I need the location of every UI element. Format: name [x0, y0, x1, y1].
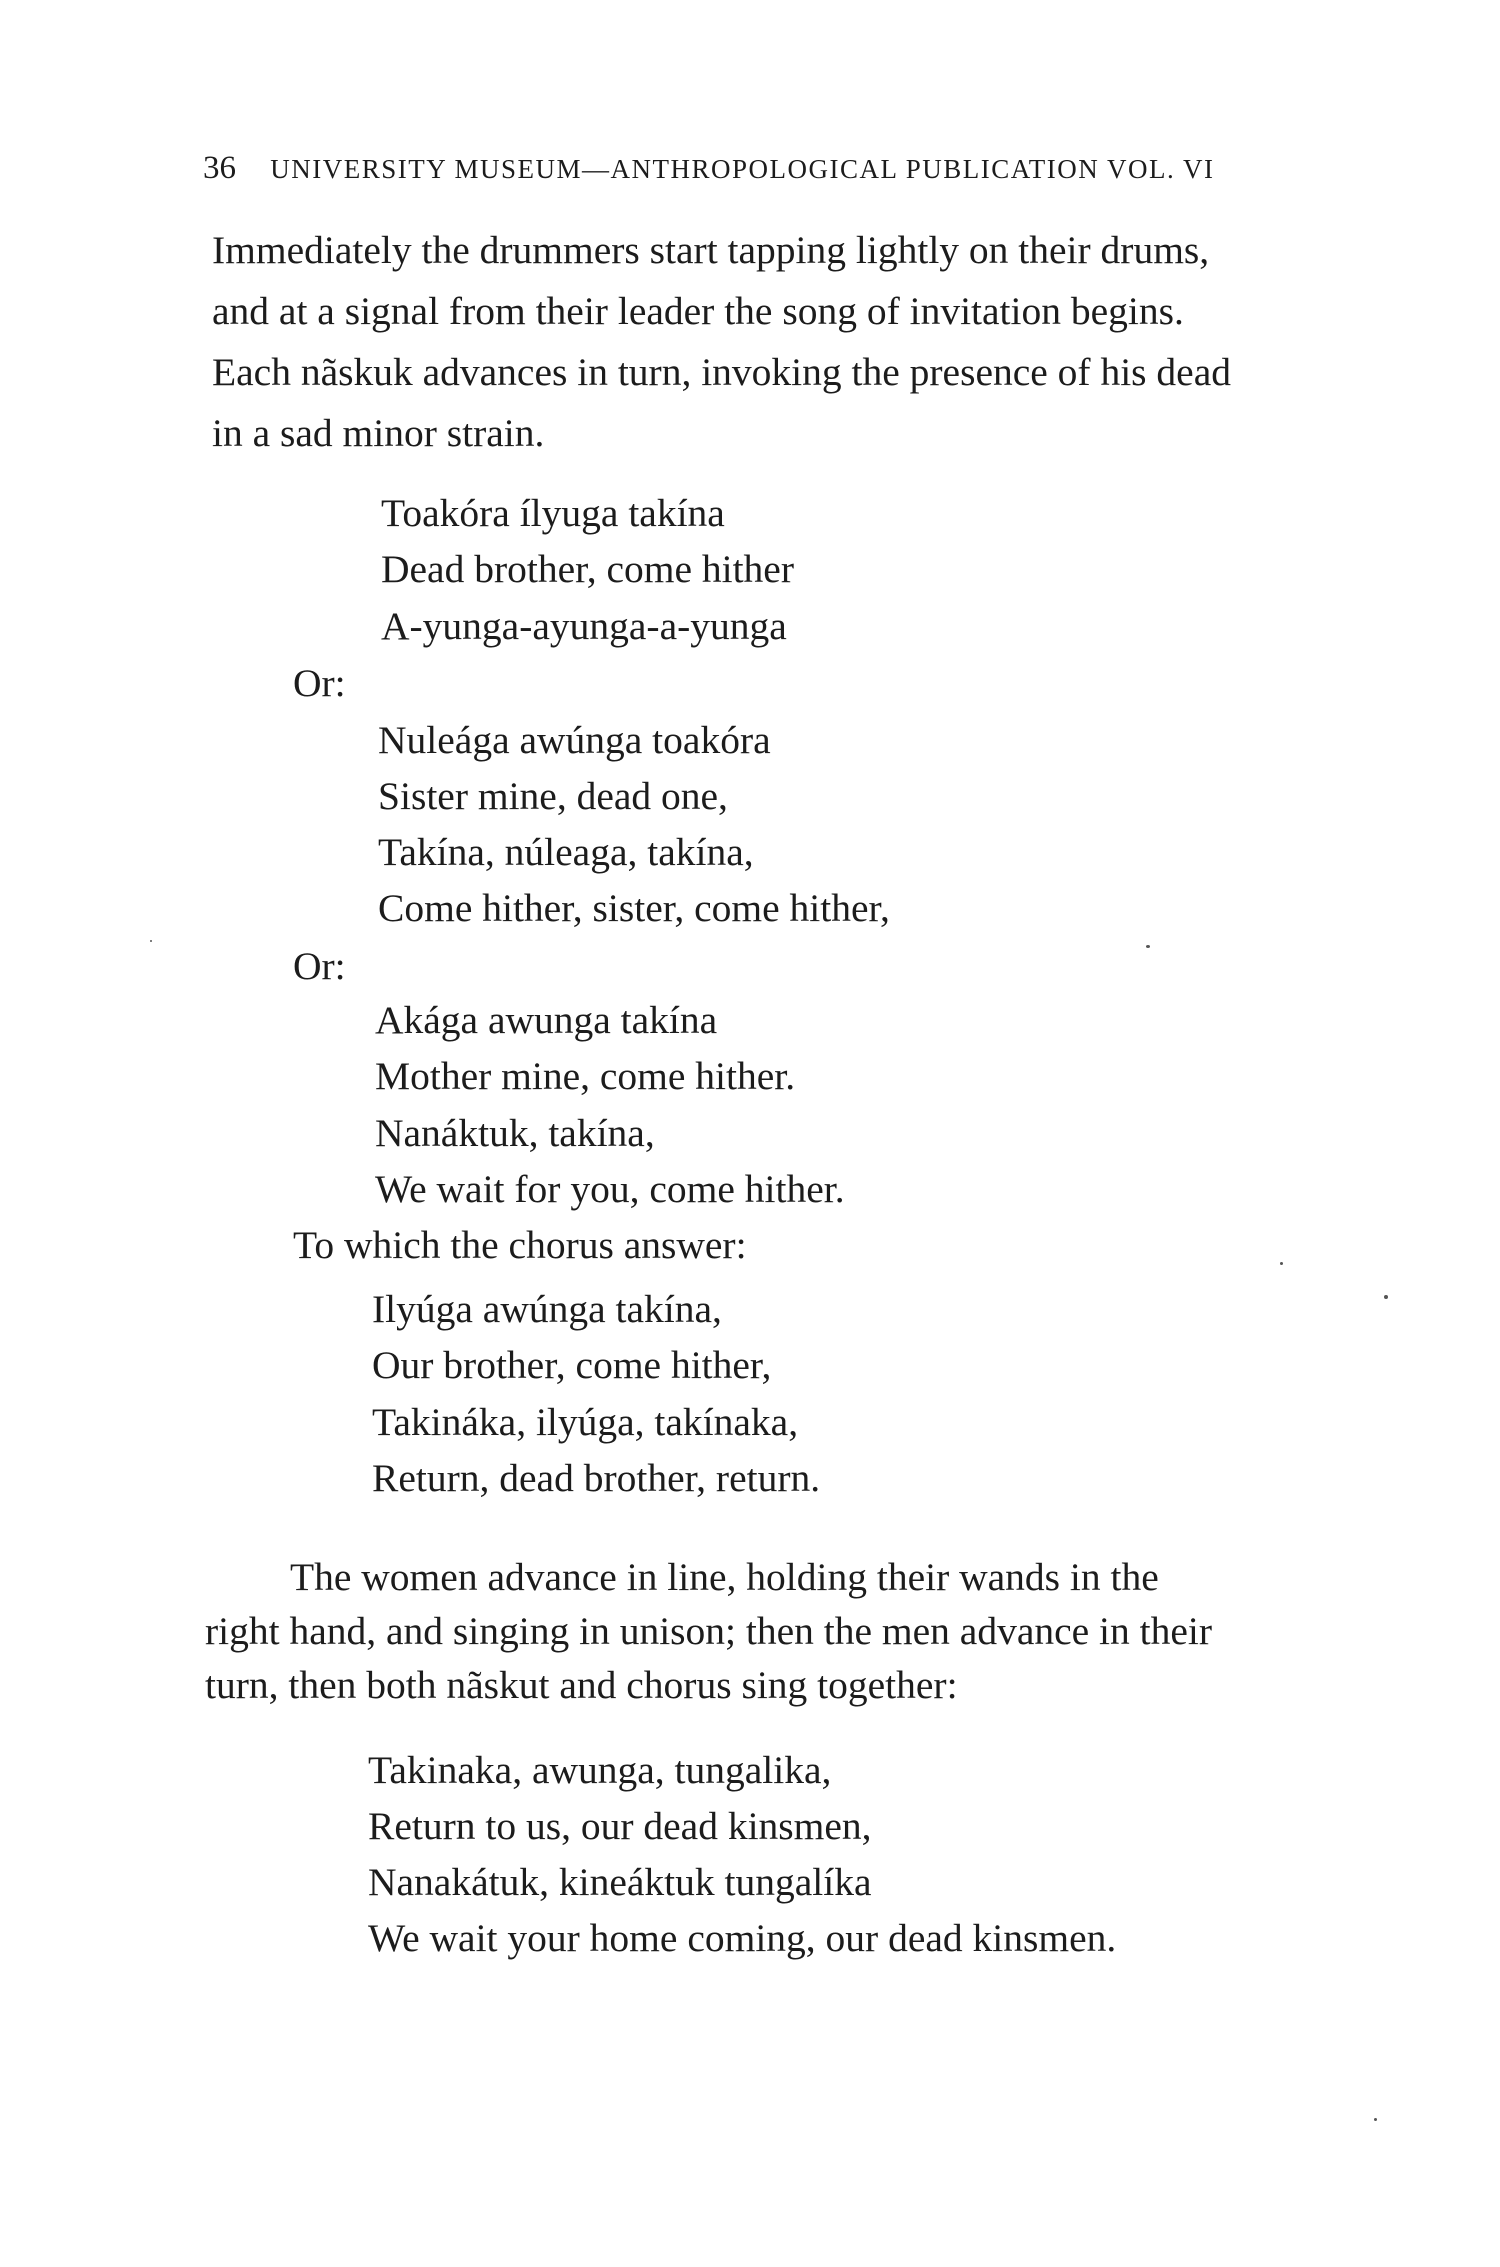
paragraph-line: turn, then both nãskut and chorus sing together: — [205, 1663, 958, 1707]
verse-line: We wait your home coming, our dead kinsmen. — [368, 1916, 1117, 1960]
verse-line: We wait for you, come hither. — [375, 1167, 845, 1211]
or-marker: Or: — [293, 944, 346, 988]
paragraph-line: Each nãskuk advances in turn, invoking the presence of his dead — [212, 350, 1231, 394]
verse-line: Sister mine, dead one, — [378, 774, 728, 818]
verse-line: Dead brother, come hither — [381, 547, 794, 591]
paragraph-line: and at a signal from their leader the song of invitation begins. — [212, 289, 1184, 333]
verse-line: Nanakátuk, kineáktuk tungalíka — [368, 1860, 872, 1904]
verse-line: Mother mine, come hither. — [375, 1054, 796, 1098]
verse-line: Takína, núleaga, takína, — [378, 830, 754, 874]
verse-line: Toakóra ílyuga takína — [381, 491, 725, 535]
scan-speck — [1384, 1295, 1388, 1299]
scan-speck — [1374, 2118, 1377, 2121]
paragraph-line: right hand, and singing in unison; then the men advance in their — [205, 1609, 1213, 1653]
verse-line: Come hither, sister, come hither, — [378, 886, 890, 930]
paragraph-line: The women advance in line, holding their wands in the — [290, 1555, 1159, 1599]
paragraph-line: Immediately the drummers start tapping lightly on their drums, — [212, 228, 1210, 272]
verse-line: Ilyúga awúnga takína, — [372, 1287, 722, 1331]
scan-speck — [1280, 1262, 1283, 1265]
verse-line: A-yunga-ayunga-a-yunga — [381, 604, 787, 648]
verse-line: Our brother, come hither, — [372, 1343, 772, 1387]
running-title: UNIVERSITY MUSEUM—ANTHROPOLOGICAL PUBLICATION VOL. VI — [270, 154, 1215, 184]
page-header — [203, 150, 1403, 187]
verse-line: Takináka, ilyúga, takínaka, — [372, 1400, 799, 1444]
or-marker: Or: — [293, 661, 346, 705]
verse-line: Takinaka, awunga, tungalika, — [368, 1748, 832, 1792]
verse-line: Return to us, our dead kinsmen, — [368, 1804, 872, 1848]
verse-line: Return, dead brother, return. — [372, 1456, 821, 1500]
verse-line: Nuleága awúnga toakóra — [378, 718, 771, 762]
scan-speck — [1146, 945, 1150, 948]
page-number: 36 — [203, 150, 236, 186]
verse-line: Nanáktuk, takína, — [375, 1111, 655, 1155]
scan-speck — [150, 940, 152, 942]
chorus-intro: To which the chorus answer: — [293, 1223, 747, 1267]
paragraph-line: in a sad minor strain. — [212, 411, 545, 455]
verse-line: Akága awunga takína — [375, 998, 718, 1042]
